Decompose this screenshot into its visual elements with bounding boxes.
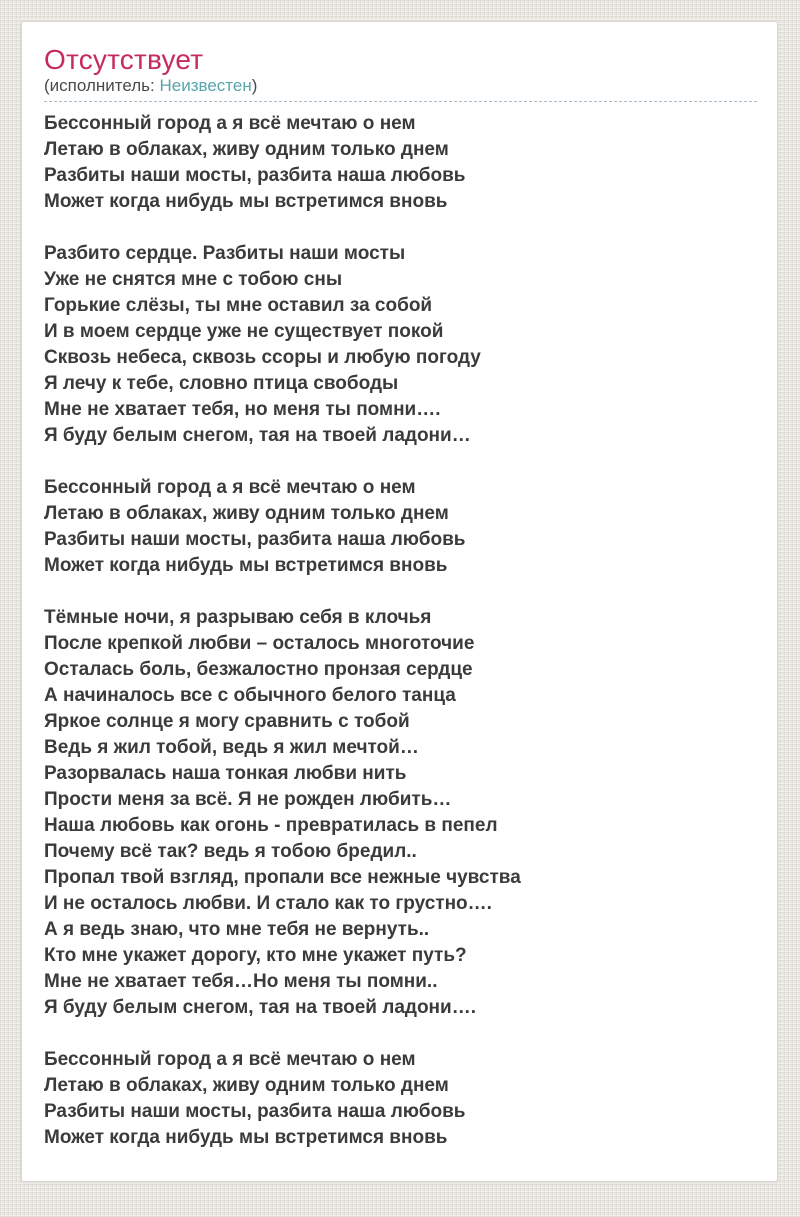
lyric-line: Разбиты наши мосты, разбита наша любовь [44,1101,466,1122]
lyric-line: Тёмные ночи, я разрываю себя в клочья [44,607,432,628]
lyric-line: Разорвалась наша тонкая любви нить [44,763,407,784]
lyric-line: Бессонный город а я всё мечтаю о нем [44,477,416,498]
lyric-line: Кто мне укажет дорогу, кто мне укажет путь? [44,945,467,966]
verse [44,475,757,579]
lyric-line: Сквозь небеса, сквозь ссоры и любую погоду [44,347,481,368]
lyric-line: И в моем сердце уже не существует покой [44,321,444,342]
lyric-line: Может когда нибудь мы встретимся вновь [44,1127,448,1148]
lyric-line: Прости меня за всё. Я не рожден любить… [44,789,452,810]
lyric-line: Разбиты наши мосты, разбита наша любовь [44,529,466,550]
lyric-line: Летаю в облаках, живу одним только днем [44,503,449,524]
lyric-line: Ведь я жил тобой, ведь я жил мечтой… [44,737,419,758]
lyrics-block [44,111,757,1151]
lyrics-card [21,21,778,1182]
lyric-line: Яркое солнце я могу сравнить с тобой [44,711,410,732]
lyric-line: Я лечу к тебе, словно птица свободы [44,373,399,394]
lyric-line: Разбито сердце. Разбиты наши мосты [44,243,406,264]
lyric-line: Пропал твой взгляд, пропали все нежные чувства [44,867,521,888]
lyric-line: И не осталось любви. И стало как то грустно…. [44,893,492,914]
subtitle-prefix: (исполнитель: [44,76,160,95]
song-subtitle [44,75,757,102]
verse [44,1047,757,1151]
lyric-line: Наша любовь как огонь - превратилась в пепел [44,815,498,836]
lyric-line: Может когда нибудь мы встретимся вновь [44,191,448,212]
lyric-line: Летаю в облаках, живу одним только днем [44,139,449,160]
lyric-line: Мне не хватает тебя, но меня ты помни…. [44,399,441,420]
lyric-line: Бессонный город а я всё мечтаю о нем [44,1049,416,1070]
lyric-line: Уже не снятся мне с тобою сны [44,269,343,290]
lyric-line: А начиналось все с обычного белого танца [44,685,456,706]
lyric-line: После крепкой любви – осталось многоточие [44,633,475,654]
lyric-line: Осталась боль, безжалостно пронзая сердце [44,659,473,680]
lyric-line: Я буду белым снегом, тая на твоей ладони… [44,425,471,446]
lyric-line: Летаю в облаках, живу одним только днем [44,1075,449,1096]
lyric-line: Может когда нибудь мы встретимся вновь [44,555,448,576]
lyric-line: Горькие слёзы, ты мне оставил за собой [44,295,433,316]
song-title: Отсутствует [44,44,204,75]
lyric-line: Разбиты наши мосты, разбита наша любовь [44,165,466,186]
lyric-line: Бессонный город а я всё мечтаю о нем [44,113,416,134]
verse [44,605,757,1021]
verse [44,241,757,449]
artist-link[interactable]: Неизвестен [159,76,252,95]
lyric-line: А я ведь знаю, что мне тебя не вернуть.. [44,919,430,940]
verse [44,111,757,215]
lyric-line: Почему всё так? ведь я тобою бредил.. [44,841,417,862]
lyric-line: Я буду белым снегом, тая на твоей ладони…. [44,997,476,1018]
lyric-line: Мне не хватает тебя…Но меня ты помни.. [44,971,438,992]
subtitle-suffix: ) [251,76,258,95]
